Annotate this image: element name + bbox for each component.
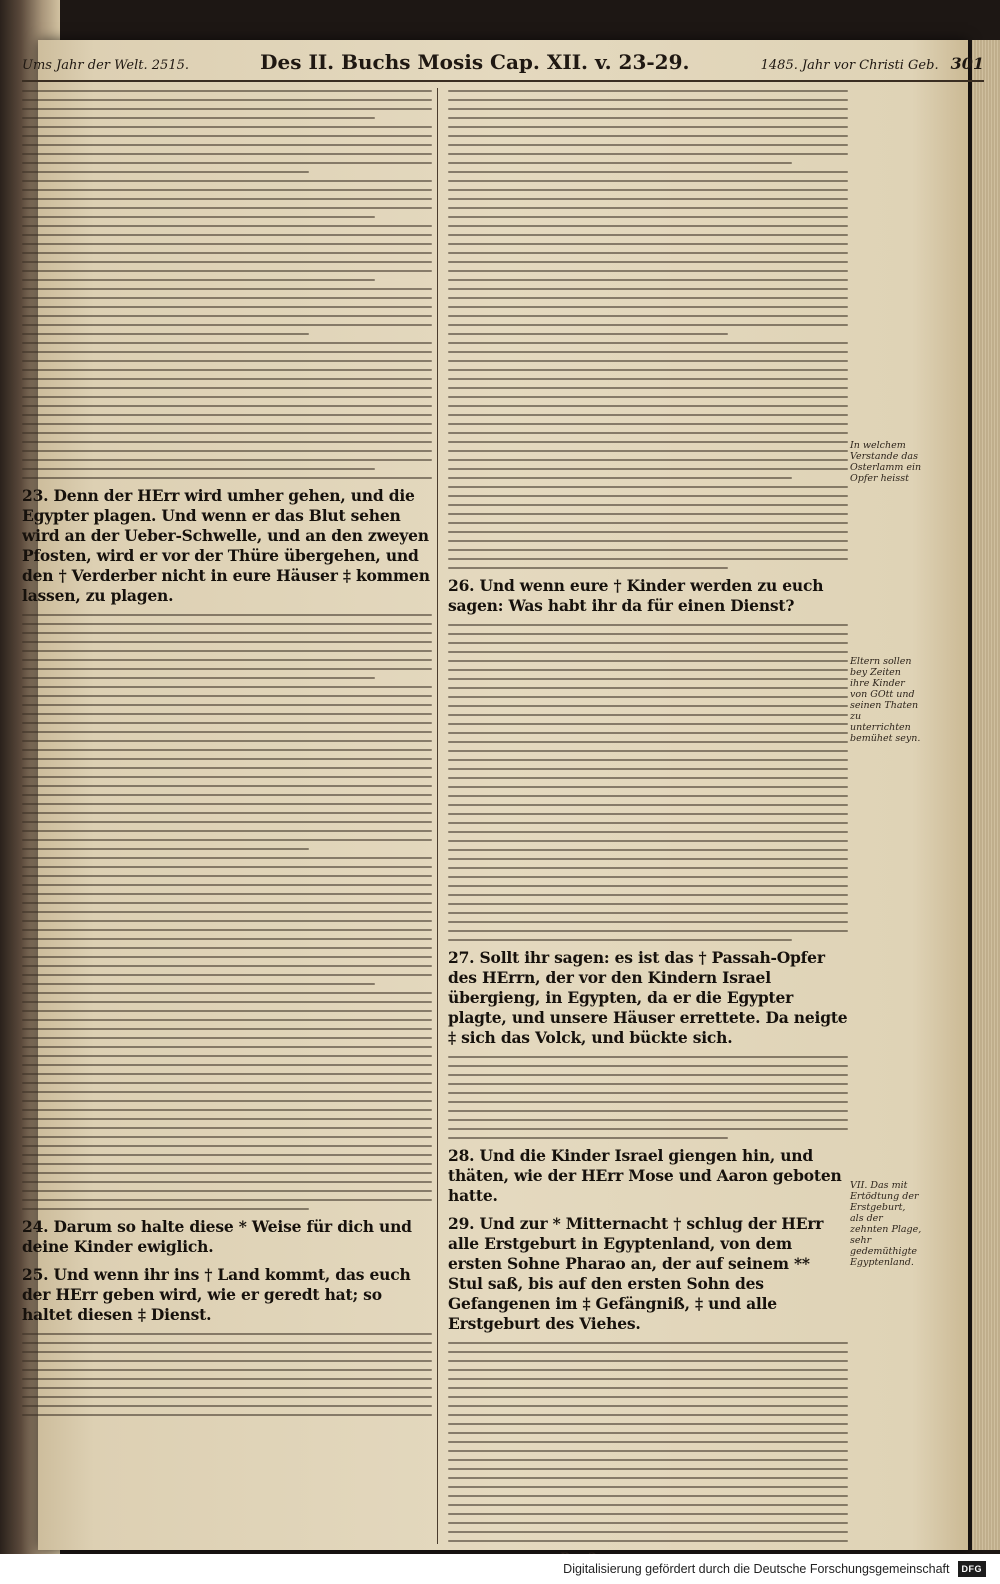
text-line xyxy=(448,1369,848,1371)
text-line xyxy=(22,297,432,299)
text-line xyxy=(22,351,432,353)
digitization-footer xyxy=(0,1554,1000,1584)
text-line xyxy=(448,540,848,542)
text-line xyxy=(448,1137,728,1139)
text-line xyxy=(448,669,848,671)
text-line xyxy=(22,1163,432,1165)
text-line xyxy=(22,794,432,796)
text-line xyxy=(448,786,848,788)
text-line xyxy=(448,333,728,335)
text-line xyxy=(22,1208,309,1210)
text-line xyxy=(22,1109,432,1111)
text-line xyxy=(448,1128,848,1130)
text-line xyxy=(448,759,848,761)
text-line xyxy=(22,414,432,416)
text-line xyxy=(448,135,848,137)
text-line xyxy=(22,135,432,137)
text-line xyxy=(22,767,432,769)
header-title: Des II. Buchs Mosis Cap. XII. v. 23-29. xyxy=(260,50,690,74)
text-line xyxy=(22,695,432,697)
running-head xyxy=(22,50,984,82)
text-line xyxy=(448,486,848,488)
text-line xyxy=(22,180,432,182)
text-line xyxy=(448,678,848,680)
text-line xyxy=(22,117,375,119)
text-line xyxy=(448,468,848,470)
text-line xyxy=(448,723,848,725)
verse-heading: 23. Denn der HErr wird umher gehen, und die Egypter plagen. Und wenn er das Blut sehen wird an der Ueber-Schwelle, und an den zweyen Pfosten, wird er vor der Thüre übergehen, und den † Verderber nicht in eure Häuser ‡ kommen lassen, zu plagen. xyxy=(22,486,430,605)
text-line xyxy=(448,1486,848,1488)
text-line xyxy=(22,965,432,967)
text-line xyxy=(22,938,432,940)
text-line xyxy=(22,1127,432,1129)
text-line xyxy=(448,1074,848,1076)
text-line xyxy=(22,405,432,407)
text-line xyxy=(22,821,432,823)
text-line xyxy=(448,1531,848,1533)
text-line xyxy=(448,795,848,797)
text-line xyxy=(448,495,848,497)
text-line xyxy=(22,1190,432,1192)
column-divider xyxy=(437,88,438,1544)
text-line xyxy=(22,731,432,733)
text-line xyxy=(448,804,848,806)
text-line xyxy=(448,99,848,101)
header-right xyxy=(761,54,984,73)
commentary-block xyxy=(448,624,848,941)
text-line xyxy=(22,243,432,245)
text-line xyxy=(22,1055,432,1057)
text-line xyxy=(22,830,432,832)
text-line xyxy=(448,288,848,290)
text-line xyxy=(448,696,848,698)
text-line xyxy=(448,705,848,707)
text-line xyxy=(448,1459,848,1461)
text-line xyxy=(22,947,432,949)
text-line xyxy=(448,297,848,299)
text-line xyxy=(22,974,432,976)
text-line xyxy=(22,1118,432,1120)
text-line xyxy=(448,387,848,389)
text-line xyxy=(22,992,432,994)
header-left: Ums Jahr der Welt. 2515. xyxy=(22,58,189,73)
text-line xyxy=(22,632,432,634)
text-line xyxy=(22,279,375,281)
text-line xyxy=(448,660,848,662)
text-line xyxy=(22,803,432,805)
text-line xyxy=(448,1450,848,1452)
text-line xyxy=(22,432,432,434)
text-line xyxy=(22,225,432,227)
text-line xyxy=(448,144,848,146)
text-line xyxy=(22,207,432,209)
text-line xyxy=(448,396,848,398)
text-line xyxy=(22,387,432,389)
text-line xyxy=(22,1378,432,1380)
text-line xyxy=(22,468,375,470)
text-line xyxy=(448,849,848,851)
text-line xyxy=(448,813,848,815)
text-line xyxy=(448,1495,848,1497)
text-line xyxy=(448,198,848,200)
text-line xyxy=(448,432,848,434)
text-line xyxy=(22,1181,432,1183)
text-line xyxy=(448,885,848,887)
text-line xyxy=(448,1522,848,1524)
text-line xyxy=(448,567,728,569)
text-line xyxy=(22,713,432,715)
text-line xyxy=(22,929,432,931)
text-line xyxy=(448,831,848,833)
text-line xyxy=(448,162,792,164)
text-line xyxy=(22,189,432,191)
text-line xyxy=(448,252,848,254)
text-line xyxy=(22,740,432,742)
text-line xyxy=(22,1369,432,1371)
text-line xyxy=(22,171,309,173)
text-line xyxy=(22,614,432,616)
text-line xyxy=(448,894,848,896)
text-line xyxy=(448,1477,848,1479)
text-line xyxy=(22,216,375,218)
text-line xyxy=(22,288,432,290)
text-line xyxy=(22,90,432,92)
text-line xyxy=(22,839,432,841)
text-line xyxy=(22,1145,432,1147)
text-line xyxy=(22,686,432,688)
text-line xyxy=(448,741,848,743)
text-line xyxy=(22,911,432,913)
text-line xyxy=(448,1360,848,1362)
margin-note: VII. Das mit Ertödtung der Erstgeburt, als der zehnten Plage, sehr gedemüthigte Egyptenland. xyxy=(850,1180,922,1268)
right-column xyxy=(448,90,848,1544)
text-line xyxy=(448,750,848,752)
text-line xyxy=(22,378,432,380)
text-line xyxy=(22,153,432,155)
page-number: 301 xyxy=(950,54,984,73)
text-line xyxy=(448,1092,848,1094)
text-line xyxy=(22,848,309,850)
text-line xyxy=(22,234,432,236)
text-line xyxy=(448,117,848,119)
text-line xyxy=(22,704,432,706)
text-line xyxy=(448,513,848,515)
text-line xyxy=(22,1405,432,1407)
text-line xyxy=(22,884,432,886)
commentary-block xyxy=(22,1333,432,1416)
text-line xyxy=(22,459,432,461)
text-line xyxy=(448,1119,848,1121)
text-line xyxy=(22,1073,432,1075)
text-line xyxy=(22,623,432,625)
text-line xyxy=(448,207,848,209)
text-line xyxy=(22,324,432,326)
text-line xyxy=(22,785,432,787)
text-line xyxy=(22,1199,432,1201)
text-line xyxy=(448,477,792,479)
text-line xyxy=(22,749,432,751)
text-line xyxy=(22,1154,432,1156)
text-line xyxy=(22,198,432,200)
text-line xyxy=(448,243,848,245)
verse-heading: 28. Und die Kinder Israel giengen hin, und thäten, wie der HErr Mose und Aaron geboten hatte. xyxy=(448,1146,842,1205)
footer-text: Digitalisierung gefördert durch die Deutsche Forschungsgemeinschaft xyxy=(563,1562,950,1576)
text-line xyxy=(448,531,848,533)
text-line xyxy=(22,1082,432,1084)
text-line xyxy=(448,171,848,173)
text-line xyxy=(22,396,432,398)
text-line xyxy=(22,1396,432,1398)
text-line xyxy=(448,351,848,353)
text-line xyxy=(22,333,309,335)
text-line xyxy=(448,1423,848,1425)
text-line xyxy=(448,1056,848,1058)
text-line xyxy=(448,1396,848,1398)
text-line xyxy=(448,714,848,716)
text-line xyxy=(22,1100,432,1102)
text-line xyxy=(448,153,848,155)
text-line xyxy=(22,306,432,308)
text-line xyxy=(448,261,848,263)
text-line xyxy=(22,983,375,985)
text-line xyxy=(448,450,848,452)
text-line xyxy=(448,189,848,191)
text-line xyxy=(448,1504,848,1506)
text-line xyxy=(448,108,848,110)
text-line xyxy=(448,687,848,689)
text-line xyxy=(448,324,848,326)
text-line xyxy=(22,1064,432,1066)
text-line xyxy=(448,405,848,407)
commentary-block xyxy=(448,90,848,569)
text-line xyxy=(448,876,848,878)
text-line xyxy=(448,867,848,869)
text-line xyxy=(448,504,848,506)
text-line xyxy=(448,939,792,941)
text-line xyxy=(22,776,432,778)
text-line xyxy=(22,1037,432,1039)
text-line xyxy=(22,659,432,661)
text-line xyxy=(22,893,432,895)
text-line xyxy=(448,441,848,443)
text-line xyxy=(22,1028,432,1030)
text-line xyxy=(22,1019,432,1021)
text-line xyxy=(22,1333,432,1335)
text-line xyxy=(448,414,848,416)
text-line xyxy=(448,1513,848,1515)
text-line xyxy=(448,279,848,281)
text-line xyxy=(22,668,432,670)
text-line xyxy=(448,369,848,371)
text-line xyxy=(448,1378,848,1380)
text-line xyxy=(448,1110,848,1112)
text-line xyxy=(22,360,432,362)
text-line xyxy=(448,315,848,317)
text-line xyxy=(448,1405,848,1407)
text-line xyxy=(448,549,848,551)
margin-note: Eltern sollen bey Zeiten ihre Kinder von GOtt und seinen Thaten zu unterrichten bemühet seyn. xyxy=(850,656,921,744)
verse-heading: 27. Sollt ihr sagen: es ist das † Passah-Opfer des HErrn, der vor den Kindern Israel übergieng, in Egypten, da er die Egypter plagte, und unsere Häuser errettete. Da neigte ‡ sich das Volck, und bückte sich. xyxy=(448,948,848,1047)
text-line xyxy=(448,1414,848,1416)
text-line xyxy=(22,99,432,101)
text-line xyxy=(22,650,432,652)
text-line xyxy=(22,1091,432,1093)
text-line xyxy=(448,651,848,653)
text-line xyxy=(22,1010,432,1012)
text-line xyxy=(448,1342,848,1344)
header-year: 1485. Jahr vor Christi Geb. xyxy=(760,58,939,73)
text-line xyxy=(448,624,848,626)
text-line xyxy=(22,162,432,164)
text-line xyxy=(448,234,848,236)
verse-heading: 24. Darum so halte diese * Weise für dich und deine Kinder ewiglich. xyxy=(22,1217,412,1256)
text-line xyxy=(448,840,848,842)
text-line xyxy=(22,1351,432,1353)
text-line xyxy=(22,423,432,425)
text-line xyxy=(448,558,848,560)
text-line xyxy=(448,822,848,824)
text-line xyxy=(22,1001,432,1003)
text-line xyxy=(448,642,848,644)
text-line xyxy=(22,315,432,317)
text-line xyxy=(448,1065,848,1067)
text-line xyxy=(22,369,432,371)
text-line xyxy=(22,956,432,958)
text-line xyxy=(22,1172,432,1174)
page-edge-stack xyxy=(972,40,1000,1550)
text-line xyxy=(22,252,432,254)
text-line xyxy=(22,641,432,643)
commentary-block xyxy=(448,1342,848,1544)
text-line xyxy=(22,108,432,110)
text-line xyxy=(448,1387,848,1389)
text-line xyxy=(22,261,432,263)
text-line xyxy=(448,459,848,461)
text-line xyxy=(22,812,432,814)
text-line xyxy=(22,1360,432,1362)
text-line xyxy=(22,342,432,344)
text-line xyxy=(448,522,848,524)
text-line xyxy=(448,777,848,779)
verse-heading: 25. Und wenn ihr ins † Land kommt, das euch der HErr geben wird, wie er geredt hat; so haltet diesen ‡ Dienst. xyxy=(22,1265,411,1324)
text-line xyxy=(448,1468,848,1470)
text-line xyxy=(448,768,848,770)
dfg-logo-icon: DFG xyxy=(958,1561,987,1577)
text-line xyxy=(22,758,432,760)
text-line xyxy=(448,378,848,380)
text-line xyxy=(448,1540,848,1542)
text-line xyxy=(22,1136,432,1138)
text-line xyxy=(448,1101,848,1103)
commentary-block xyxy=(448,1056,848,1139)
text-line xyxy=(22,866,432,868)
verse-heading: 26. Und wenn eure † Kinder werden zu euch sagen: Was habt ihr da für einen Dienst? xyxy=(448,576,824,615)
text-line xyxy=(22,450,432,452)
commentary-block xyxy=(22,614,432,1210)
text-line xyxy=(448,1351,848,1353)
text-line xyxy=(448,225,848,227)
text-line xyxy=(448,732,848,734)
text-line xyxy=(448,342,848,344)
text-line xyxy=(22,875,432,877)
text-line xyxy=(448,216,848,218)
text-line xyxy=(22,1342,432,1344)
text-line xyxy=(22,920,432,922)
text-line xyxy=(448,903,848,905)
text-line xyxy=(448,1432,848,1434)
text-line xyxy=(22,270,432,272)
text-line xyxy=(448,930,848,932)
verse-heading: 29. Und zur * Mitternacht † schlug der HErr alle Erstgeburt in Egyptenland, von dem ersten Sohne Pharao an, der auf seinem ** Stul saß, bis auf den ersten Sohn des Gefangenen im ‡ Gefängniß, ‡ und alle Erstgeburt des Viehes. xyxy=(448,1214,824,1333)
text-line xyxy=(22,1046,432,1048)
commentary-block xyxy=(22,90,432,479)
text-line xyxy=(22,857,432,859)
text-line xyxy=(448,306,848,308)
text-line xyxy=(448,90,848,92)
text-line xyxy=(448,270,848,272)
text-line xyxy=(448,360,848,362)
text-line xyxy=(22,1387,432,1389)
text-line xyxy=(448,1083,848,1085)
text-line xyxy=(22,144,432,146)
margin-note: In welchem Verstande das Osterlamm ein Opfer heisst xyxy=(850,440,922,484)
text-line xyxy=(22,1414,432,1416)
text-line xyxy=(448,1441,848,1443)
text-line xyxy=(22,722,432,724)
text-line xyxy=(448,858,848,860)
text-line xyxy=(448,423,848,425)
left-column xyxy=(22,90,432,1544)
text-line xyxy=(22,677,375,679)
text-line xyxy=(22,441,432,443)
text-line xyxy=(448,921,848,923)
text-line xyxy=(448,912,848,914)
text-line xyxy=(448,126,848,128)
text-line xyxy=(448,633,848,635)
text-line xyxy=(22,477,432,479)
text-line xyxy=(22,126,432,128)
text-line xyxy=(448,180,848,182)
text-line xyxy=(22,902,432,904)
